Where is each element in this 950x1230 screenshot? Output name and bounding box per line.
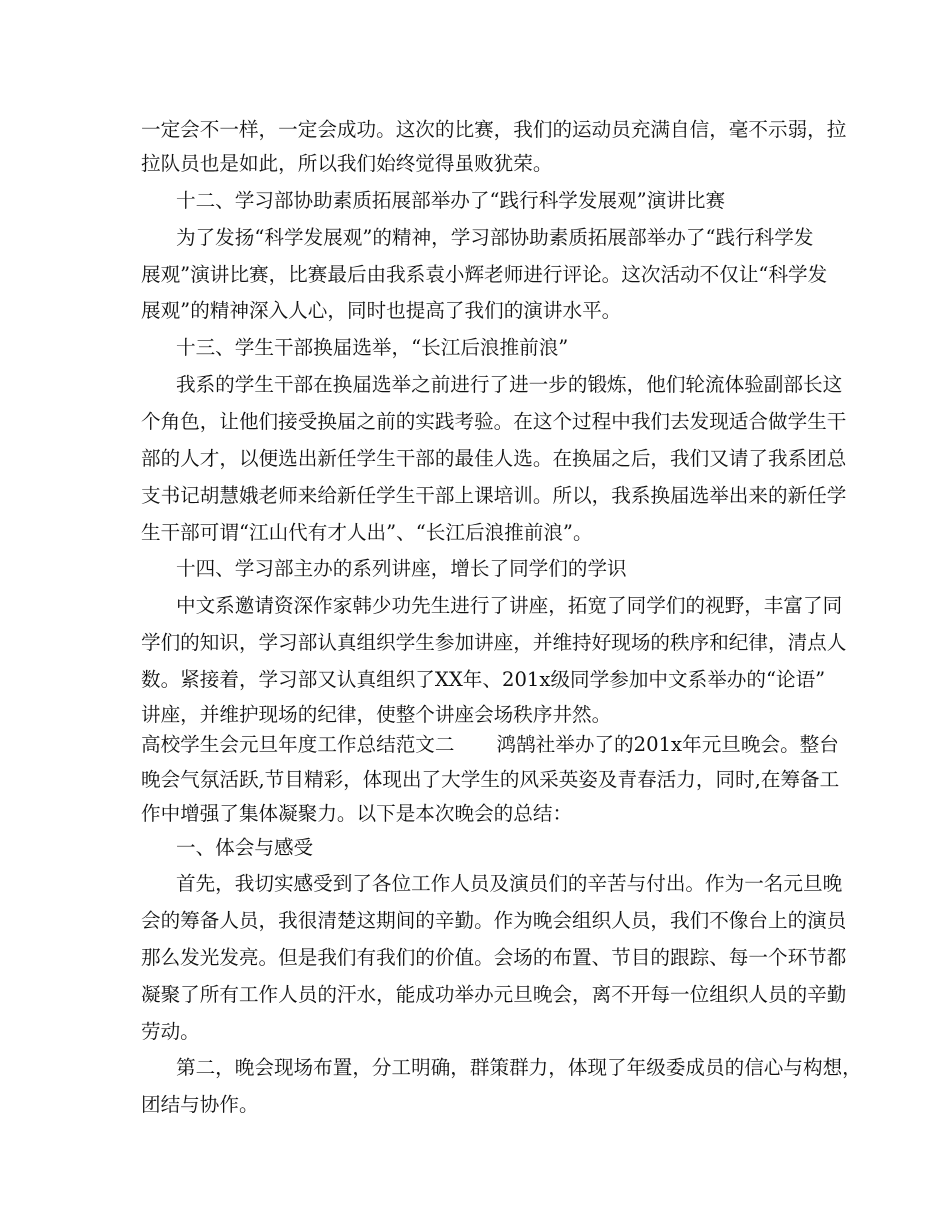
- paragraph-line: 展观”演讲比赛，比赛最后由我系袁小辉老师进行评论。这次活动不仅让“科学发: [141, 263, 828, 286]
- paragraph-line: 生干部可谓“江山代有才人出”、“长江后浪推前浪”。: [141, 521, 593, 544]
- paragraph-line: 学们的知识，学习部认真组织学生参加讲座，并维持好现场的秩序和纪律，清点人: [141, 631, 847, 654]
- paragraph-line: 一定会不一样，一定会成功。这次的比赛，我们的运动员充满自信，毫不示弱，拉: [141, 118, 847, 141]
- paragraph-line: 为了发扬“科学发展观”的精神，学习部协助素质拓展部举办了“践行科学发: [176, 226, 814, 249]
- section-lead-text: 鸿鹄社举办了的201x年元旦晚会。整台: [496, 733, 839, 756]
- section-heading-thirteen: 十三、学生干部换届选举，“长江后浪推前浪”: [176, 336, 569, 359]
- paragraph-line: 拉队员也是如此，所以我们始终觉得虽败犹荣。: [141, 152, 553, 175]
- paragraph-line: 部的人才，以便选出新任学生干部的最佳人选。在换届之后，我们又请了我系团总: [141, 447, 847, 470]
- subsection-heading: 一、体会与感受: [176, 836, 314, 859]
- paragraph-line: 劳动。: [141, 1020, 200, 1043]
- paragraph-line: 第二，晚会现场布置，分工明确，群策群力，体现了年级委成员的信心与构想，: [176, 1056, 862, 1079]
- paragraph-line: 支书记胡慧娥老师来给新任学生干部上课培训。所以，我系换届选举出来的新任学: [141, 484, 847, 507]
- paragraph-line: 讲座，并维护现场的纪律，使整个讲座会场秩序井然。: [141, 703, 612, 726]
- paragraph-line: 展观”的精神深入人心，同时也提高了我们的演讲水平。: [141, 299, 622, 322]
- section-heading-fourteen: 十四、学习部主办的系列讲座，增长了同学们的学识: [176, 557, 627, 580]
- paragraph-line: 那么发光发亮。但是我们有我们的价值。会场的布置、节目的跟踪、每一个环节都: [141, 946, 847, 969]
- section-heading-twelve: 十二、学习部协助素质拓展部举办了“践行科学发展观”演讲比赛: [176, 189, 726, 212]
- paragraph-line: 作中增强了集体凝聚力。以下是本次晚会的总结：: [141, 802, 573, 825]
- paragraph-line: 团结与协作。: [141, 1093, 259, 1116]
- paragraph-line: 我系的学生干部在换届选举之前进行了进一步的锻炼，他们轮流体验副部长这: [176, 373, 843, 396]
- paragraph-line: 凝聚了所有工作人员的汗水，能成功举办元旦晚会，离不开每一位组织人员的辛勤: [141, 983, 847, 1006]
- paragraph-line: 晚会气氛活跃,节目精彩，体现出了大学生的风采英姿及青春活力，同时,在筹备工: [141, 768, 840, 791]
- paragraph-line: 个角色，让他们接受换届之前的实践考验。在这个过程中我们去发现适合做学生干: [141, 410, 847, 433]
- paragraph-line: 数。紧接着，学习部又认真组织了XX年、201x级同学参加中文系举办的“论语”: [141, 668, 826, 691]
- section-heading: 高校学生会元旦年度工作总结范文二: [141, 733, 455, 756]
- paragraph-line: 首先，我切实感受到了各位工作人员及演员们的辛苦与付出。作为一名元旦晚: [176, 872, 843, 895]
- paragraph-line: 中文系邀请资深作家韩少功先生进行了讲座，拓宽了同学们的视野，丰富了同: [176, 594, 843, 617]
- paragraph-line: 会的筹备人员，我很清楚这期间的辛勤。作为晚会组织人员，我们不像台上的演员: [141, 909, 847, 932]
- section-title-line: [141, 728, 839, 762]
